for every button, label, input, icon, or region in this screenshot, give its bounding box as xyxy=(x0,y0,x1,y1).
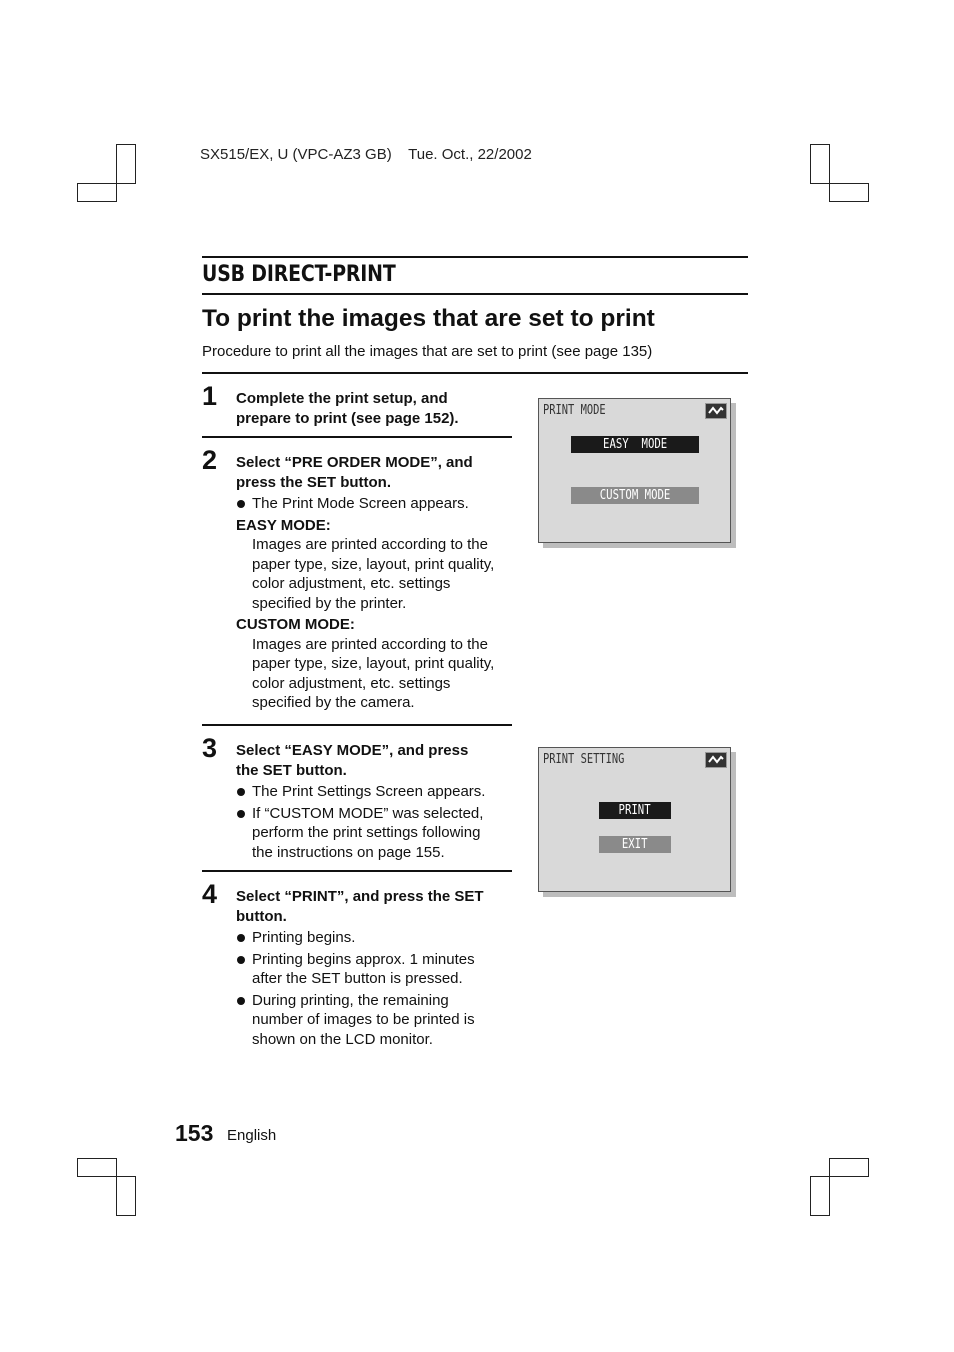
page-number: 153 xyxy=(175,1120,214,1146)
menu-option-easy-mode[interactable]: EASY MODE xyxy=(571,436,699,453)
step-3 xyxy=(236,741,512,862)
menu-option-custom-mode[interactable]: CUSTOM MODE xyxy=(571,487,699,504)
crop-mark xyxy=(77,1158,117,1177)
bullet-item xyxy=(236,950,512,989)
step-number: 1 xyxy=(202,381,218,411)
bullet-item xyxy=(236,804,512,863)
step-heading: Select “PRINT”, and press the SET xyxy=(236,888,484,905)
divider xyxy=(202,372,748,374)
text-line: specified by the camera. xyxy=(252,694,415,711)
bullet-item xyxy=(236,928,512,948)
step-heading: Select “EASY MODE”, and press xyxy=(236,742,469,759)
crop-mark xyxy=(810,144,830,184)
lcd-print-mode-screen xyxy=(538,398,731,543)
text-line: perform the print settings following xyxy=(252,824,481,841)
text-line: paper type, size, layout, print quality, xyxy=(252,655,495,672)
crop-mark xyxy=(810,1176,830,1216)
step-heading: button. xyxy=(236,907,287,925)
step-number: 4 xyxy=(202,879,218,909)
menu-option-exit[interactable]: EXIT xyxy=(599,836,671,853)
custom-mode-description xyxy=(236,635,512,713)
lcd-print-setting-screen xyxy=(538,747,731,892)
easy-mode-description xyxy=(236,535,512,613)
section-title: USB DIRECT-PRINT xyxy=(202,262,396,287)
easy-mode-label: EASY MODE: xyxy=(236,516,331,534)
menu-option-print[interactable]: PRINT xyxy=(599,802,671,819)
text-line: During printing, the remaining xyxy=(252,991,449,1009)
step-number: 2 xyxy=(202,445,218,475)
language-label: English xyxy=(227,1127,277,1144)
step-4 xyxy=(236,887,512,1049)
custom-mode-label: CUSTOM MODE: xyxy=(236,616,355,633)
divider xyxy=(202,256,748,258)
crop-mark xyxy=(829,1158,869,1177)
step-heading: Complete the print setup, and xyxy=(236,390,448,407)
text-line: color adjustment, etc. settings xyxy=(252,674,451,692)
print-meta: SX515/EX, U (VPC-AZ3 GB) Tue. Oct., 22/2002 xyxy=(200,146,532,163)
text-line: Printing begins. xyxy=(252,929,356,946)
bullet-item xyxy=(236,991,512,1050)
divider xyxy=(202,436,512,438)
text-line: after the SET button is pressed. xyxy=(252,970,463,987)
bullet-item xyxy=(236,782,512,802)
step-heading: press the SET button. xyxy=(236,473,392,491)
usb-connection-icon xyxy=(705,403,727,419)
lcd-title: PRINT MODE xyxy=(543,403,606,418)
usb-connection-icon xyxy=(705,752,727,768)
step-2 xyxy=(236,453,512,713)
crop-mark xyxy=(77,183,117,202)
step-1 xyxy=(236,389,512,428)
step-number: 3 xyxy=(202,733,218,763)
divider xyxy=(202,870,512,872)
step-heading: prepare to print (see page 152). xyxy=(236,409,459,427)
text-line: If “CUSTOM MODE” was selected, xyxy=(252,804,484,822)
text-line: color adjustment, etc. settings xyxy=(252,575,451,592)
text-line: paper type, size, layout, print quality, xyxy=(252,555,495,573)
text-line: Printing begins approx. 1 minutes xyxy=(252,950,475,968)
text-line: the instructions on page 155. xyxy=(252,843,445,861)
text-line: shown on the LCD monitor. xyxy=(252,1030,433,1048)
page-title: To print the images that are set to print xyxy=(202,305,655,332)
text-line: The Print Settings Screen appears. xyxy=(252,783,486,800)
crop-mark xyxy=(116,144,136,184)
divider xyxy=(202,724,512,726)
crop-mark xyxy=(829,183,869,202)
intro-text: Procedure to print all the images that are set to print (see page 135) xyxy=(202,343,653,360)
step-heading: Select “PRE ORDER MODE”, and xyxy=(236,454,473,471)
text-line: number of images to be printed is xyxy=(252,1011,475,1028)
crop-mark xyxy=(116,1176,136,1216)
text-line: specified by the printer. xyxy=(252,594,407,612)
text-line: Images are printed according to the xyxy=(252,635,488,653)
bullet-item: The Print Mode Screen appears. xyxy=(236,494,512,514)
step-heading: the SET button. xyxy=(236,761,347,779)
lcd-title: PRINT SETTING xyxy=(543,752,625,767)
text-line: Images are printed according to the xyxy=(252,536,488,553)
divider xyxy=(202,293,748,295)
